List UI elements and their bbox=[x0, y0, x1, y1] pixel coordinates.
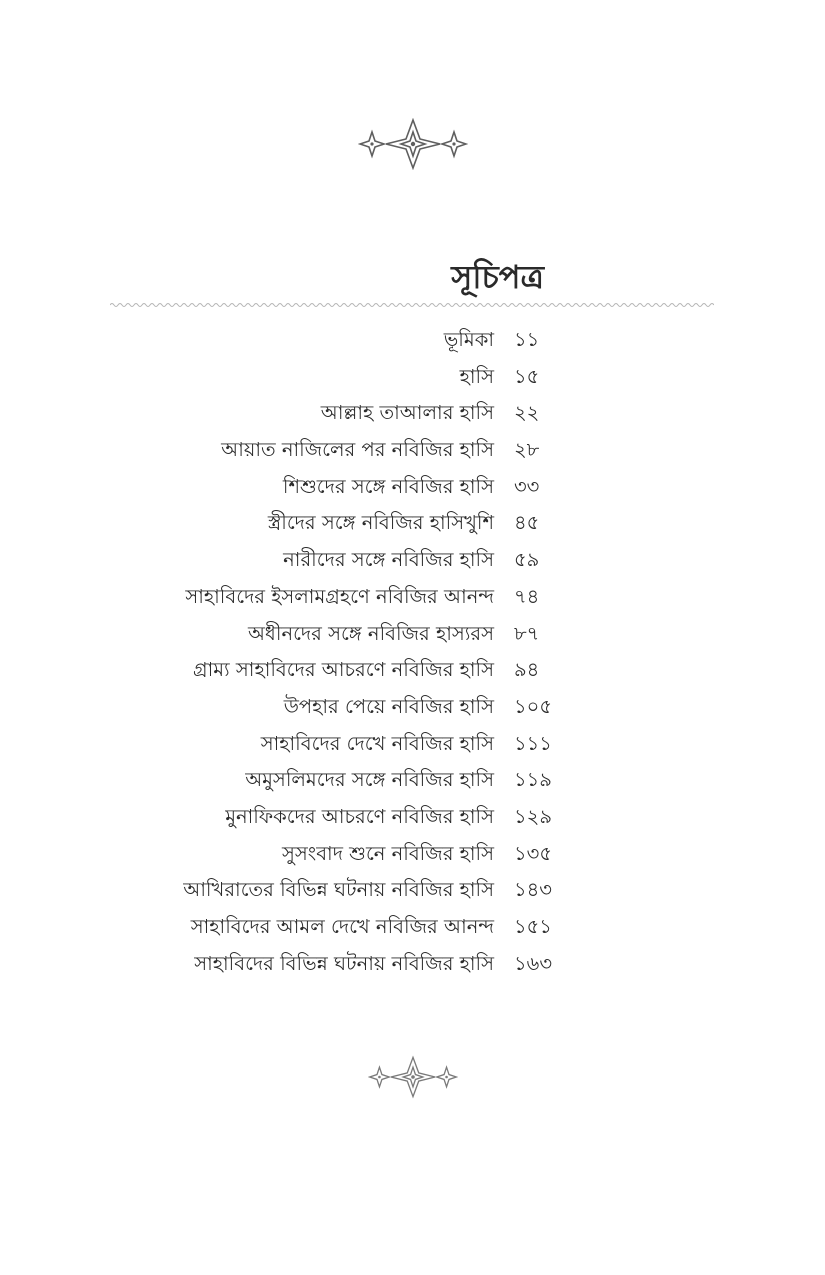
toc-entry-page: ৩৩ bbox=[514, 474, 540, 498]
toc-entry-page: ১৬৩ bbox=[514, 951, 553, 975]
toc-entry-title: শিশুদের সঙ্গে নবিজির হাসি bbox=[282, 474, 494, 498]
toc-entry-page: ২৮ bbox=[514, 438, 540, 462]
toc-entry-title: আল্লাহ তাআলার হাসি bbox=[320, 401, 494, 425]
toc-entry[interactable] bbox=[0, 397, 825, 434]
table-of-contents bbox=[0, 324, 825, 984]
toc-entry-page: ১৫১ bbox=[514, 915, 552, 938]
toc-entry-page: ১২৯ bbox=[514, 804, 552, 828]
toc-entry[interactable] bbox=[0, 581, 825, 618]
toc-entry-title: আয়াত নাজিলের পর নবিজির হাসি bbox=[221, 438, 494, 462]
toc-entry-title: স্ত্রীদের সঙ্গে নবিজির হাসিখুশি bbox=[267, 511, 494, 535]
toc-entry-page: ৯৪ bbox=[514, 658, 540, 682]
toc-entry-title: অমুসলিমদের সঙ্গে নবিজির হাসি bbox=[245, 768, 494, 792]
toc-entry-title: সাহাবিদের আমল দেখে নবিজির আনন্দ bbox=[190, 915, 494, 938]
toc-entry[interactable] bbox=[0, 874, 825, 911]
toc-entry[interactable] bbox=[0, 948, 825, 985]
toc-entry[interactable] bbox=[0, 544, 825, 581]
toc-entry-title: অধীনদের সঙ্গে নবিজির হাস্যরস bbox=[248, 621, 494, 645]
toc-entry[interactable] bbox=[0, 691, 825, 728]
toc-entry-title: আখিরাতের বিভিন্ন ঘটনায় নবিজির হাসি bbox=[183, 878, 494, 902]
toc-entry[interactable] bbox=[0, 618, 825, 655]
toc-entry-page: ১১৯ bbox=[514, 768, 552, 792]
toc-entry[interactable] bbox=[0, 838, 825, 875]
toc-entry-title: সাহাবিদের ইসলামগ্রহণে নবিজির আনন্দ bbox=[185, 584, 494, 608]
toc-entry[interactable] bbox=[0, 434, 825, 471]
toc-entry[interactable] bbox=[0, 764, 825, 801]
toc-entry-page: ১৪৩ bbox=[514, 878, 552, 902]
toc-entry-page: ২২ bbox=[514, 401, 540, 425]
toc-entry-page: ১১১ bbox=[514, 731, 552, 755]
toc-entry-page: ৫৯ bbox=[514, 548, 540, 572]
toc-entry-page: ১৫ bbox=[514, 364, 540, 388]
ornament-sparkle-icon bbox=[368, 1054, 458, 1100]
toc-entry-title: গ্রাম্য সাহাবিদের আচরণে নবিজির হাসি bbox=[192, 658, 494, 682]
toc-entry[interactable] bbox=[0, 507, 825, 544]
top-ornament bbox=[0, 118, 825, 170]
divider bbox=[110, 298, 714, 312]
ornament-sparkle-icon bbox=[358, 118, 468, 170]
toc-entry-page: ৮৭ bbox=[514, 621, 540, 645]
toc-entry-title: উপহার পেয়ে নবিজির হাসি bbox=[283, 694, 494, 718]
toc-entry-page: ১৩৫ bbox=[514, 841, 552, 865]
toc-entry-title: ভূমিকা bbox=[443, 328, 494, 351]
toc-entry-title: সুসংবাদ শুনে নবিজির হাসি bbox=[282, 841, 494, 865]
toc-entry-page: ১১ bbox=[514, 328, 540, 351]
toc-entry-title: নারীদের সঙ্গে নবিজির হাসি bbox=[283, 548, 494, 572]
toc-entry[interactable] bbox=[0, 471, 825, 508]
toc-entry-page: ৭৪ bbox=[514, 584, 540, 608]
toc-entry-page: ৪৫ bbox=[514, 511, 540, 535]
bottom-ornament bbox=[0, 1054, 825, 1100]
toc-entry[interactable] bbox=[0, 911, 825, 948]
toc-entry-title: সাহাবিদের দেখে নবিজির হাসি bbox=[260, 731, 494, 755]
toc-entry[interactable] bbox=[0, 801, 825, 838]
toc-entry[interactable] bbox=[0, 654, 825, 691]
toc-entry-page: ১০৫ bbox=[514, 694, 552, 718]
toc-entry-title: হাসি bbox=[459, 364, 494, 388]
toc-entry-title: সাহাবিদের বিভিন্ন ঘটনায় নবিজির হাসি bbox=[194, 951, 494, 975]
toc-entry[interactable] bbox=[0, 324, 825, 361]
toc-entry[interactable] bbox=[0, 361, 825, 398]
toc-entry-title: মুনাফিকদের আচরণে নবিজির হাসি bbox=[225, 804, 494, 828]
toc-entry[interactable] bbox=[0, 728, 825, 765]
page-title: সূচিপত্র bbox=[451, 258, 544, 296]
